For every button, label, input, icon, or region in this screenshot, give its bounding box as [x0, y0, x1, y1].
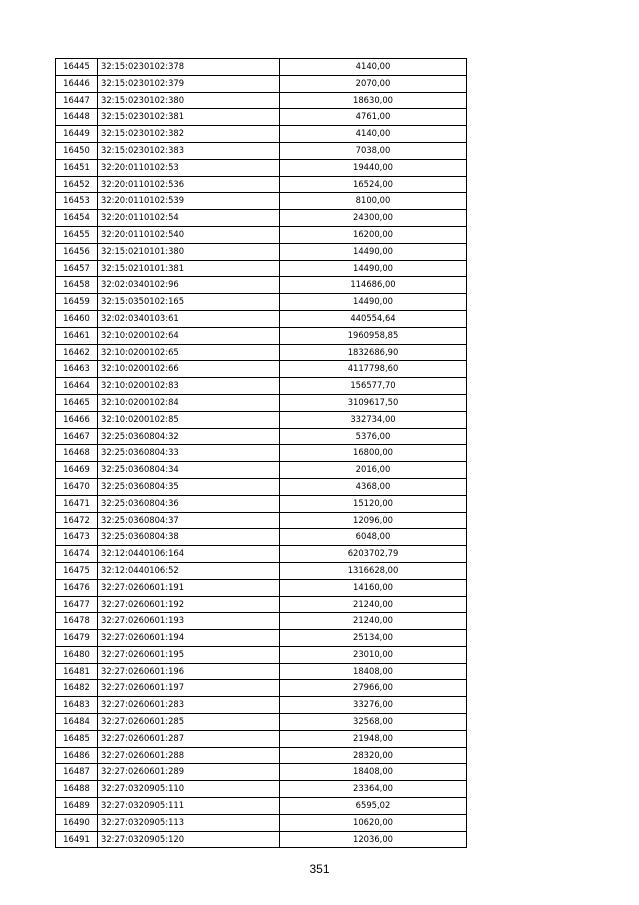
table-row	[56, 109, 467, 126]
cadastral-number-cell: 32:25:0360804:37	[98, 512, 280, 529]
value-cell: 15120,00	[280, 495, 467, 512]
table-row	[56, 277, 467, 294]
cadastral-number-cell: 32:25:0360804:38	[98, 529, 280, 546]
row-number-cell: 16481	[56, 663, 98, 680]
cadastral-number-cell: 32:25:0360804:35	[98, 478, 280, 495]
value-cell: 4140,00	[280, 59, 467, 76]
cadastral-number-cell: 32:27:0260601:197	[98, 680, 280, 697]
cadastral-number-cell: 32:25:0360804:33	[98, 445, 280, 462]
row-number-cell: 16470	[56, 478, 98, 495]
row-number-cell: 16466	[56, 411, 98, 428]
cadastral-number-cell: 32:27:0260601:283	[98, 697, 280, 714]
cadastral-number-cell: 32:10:0200102:84	[98, 394, 280, 411]
value-cell: 18408,00	[280, 764, 467, 781]
value-cell: 16200,00	[280, 226, 467, 243]
value-cell: 12096,00	[280, 512, 467, 529]
row-number-cell: 16483	[56, 697, 98, 714]
row-number-cell: 16488	[56, 781, 98, 798]
row-number-cell: 16486	[56, 747, 98, 764]
value-cell: 1960958,85	[280, 327, 467, 344]
row-number-cell: 16482	[56, 680, 98, 697]
table-row	[56, 210, 467, 227]
value-cell: 33276,00	[280, 697, 467, 714]
row-number-cell: 16467	[56, 428, 98, 445]
table-row	[56, 394, 467, 411]
row-number-cell: 16457	[56, 260, 98, 277]
cadastral-number-cell: 32:27:0320905:111	[98, 798, 280, 815]
row-number-cell: 16464	[56, 378, 98, 395]
row-number-cell: 16461	[56, 327, 98, 344]
value-cell: 4117798,60	[280, 361, 467, 378]
table-row	[56, 75, 467, 92]
table-row	[56, 378, 467, 395]
table-row	[56, 814, 467, 831]
table-row	[56, 495, 467, 512]
cadastral-number-cell: 32:15:0230102:379	[98, 75, 280, 92]
table-row	[56, 512, 467, 529]
row-number-cell: 16473	[56, 529, 98, 546]
table-row	[56, 697, 467, 714]
table-row	[56, 310, 467, 327]
table-row	[56, 579, 467, 596]
table-row	[56, 126, 467, 143]
cadastral-number-cell: 32:15:0230102:382	[98, 126, 280, 143]
value-cell: 12036,00	[280, 831, 467, 848]
table-row	[56, 613, 467, 630]
value-cell: 21240,00	[280, 596, 467, 613]
cadastral-number-cell: 32:15:0230102:380	[98, 92, 280, 109]
table-row	[56, 159, 467, 176]
value-cell: 21240,00	[280, 613, 467, 630]
table-row	[56, 478, 467, 495]
value-cell: 18630,00	[280, 92, 467, 109]
table-row	[56, 226, 467, 243]
cadastral-number-cell: 32:20:0110102:54	[98, 210, 280, 227]
table-row	[56, 663, 467, 680]
value-cell: 14490,00	[280, 243, 467, 260]
table-row	[56, 92, 467, 109]
row-number-cell: 16465	[56, 394, 98, 411]
cadastral-number-cell: 32:25:0360804:36	[98, 495, 280, 512]
row-number-cell: 16459	[56, 294, 98, 311]
value-cell: 18408,00	[280, 663, 467, 680]
cadastral-number-cell: 32:27:0260601:191	[98, 579, 280, 596]
value-cell: 4140,00	[280, 126, 467, 143]
value-cell: 23364,00	[280, 781, 467, 798]
value-cell: 2070,00	[280, 75, 467, 92]
row-number-cell: 16487	[56, 764, 98, 781]
cadastral-number-cell: 32:15:0230102:381	[98, 109, 280, 126]
value-cell: 114686,00	[280, 277, 467, 294]
value-cell: 14490,00	[280, 260, 467, 277]
table-row	[56, 142, 467, 159]
row-number-cell: 16456	[56, 243, 98, 260]
row-number-cell: 16448	[56, 109, 98, 126]
table-row	[56, 445, 467, 462]
row-number-cell: 16474	[56, 546, 98, 563]
row-number-cell: 16480	[56, 646, 98, 663]
value-cell: 28320,00	[280, 747, 467, 764]
value-cell: 23010,00	[280, 646, 467, 663]
value-cell: 21948,00	[280, 730, 467, 747]
row-number-cell: 16484	[56, 714, 98, 731]
cadastral-number-cell: 32:10:0200102:64	[98, 327, 280, 344]
cadastral-number-cell: 32:27:0260601:195	[98, 646, 280, 663]
table-row	[56, 361, 467, 378]
value-cell: 6595,02	[280, 798, 467, 815]
row-number-cell: 16453	[56, 193, 98, 210]
cadastral-number-cell: 32:10:0200102:66	[98, 361, 280, 378]
row-number-cell: 16454	[56, 210, 98, 227]
value-cell: 19440,00	[280, 159, 467, 176]
row-number-cell: 16463	[56, 361, 98, 378]
cadastral-number-cell: 32:12:0440106:164	[98, 546, 280, 563]
table-row	[56, 646, 467, 663]
value-cell: 10620,00	[280, 814, 467, 831]
cadastral-number-cell: 32:27:0260601:192	[98, 596, 280, 613]
row-number-cell: 16450	[56, 142, 98, 159]
row-number-cell: 16491	[56, 831, 98, 848]
value-cell: 4761,00	[280, 109, 467, 126]
cadastral-number-cell: 32:15:0210101:380	[98, 243, 280, 260]
row-number-cell: 16479	[56, 630, 98, 647]
table-row	[56, 596, 467, 613]
cadastral-number-cell: 32:12:0440106:52	[98, 562, 280, 579]
cadastral-number-cell: 32:15:0230102:383	[98, 142, 280, 159]
table-row	[56, 344, 467, 361]
cadastral-number-cell: 32:27:0260601:193	[98, 613, 280, 630]
table-row	[56, 428, 467, 445]
table-row	[56, 714, 467, 731]
cadastral-number-cell: 32:20:0110102:53	[98, 159, 280, 176]
table-row	[56, 730, 467, 747]
cadastral-number-cell: 32:27:0320905:113	[98, 814, 280, 831]
value-cell: 14160,00	[280, 579, 467, 596]
row-number-cell: 16469	[56, 462, 98, 479]
value-cell: 6203702,79	[280, 546, 467, 563]
value-cell: 32568,00	[280, 714, 467, 731]
cadastral-number-cell: 32:20:0110102:540	[98, 226, 280, 243]
cadastral-number-cell: 32:27:0320905:120	[98, 831, 280, 848]
value-cell: 156577,70	[280, 378, 467, 395]
cadastral-number-cell: 32:27:0260601:289	[98, 764, 280, 781]
data-table	[55, 58, 467, 848]
row-number-cell: 16475	[56, 562, 98, 579]
row-number-cell: 16476	[56, 579, 98, 596]
row-number-cell: 16478	[56, 613, 98, 630]
value-cell: 440554,64	[280, 310, 467, 327]
cadastral-number-cell: 32:15:0230102:378	[98, 59, 280, 76]
table-row	[56, 680, 467, 697]
cadastral-number-cell: 32:02:0340103:61	[98, 310, 280, 327]
table-row	[56, 747, 467, 764]
table-row	[56, 764, 467, 781]
row-number-cell: 16452	[56, 176, 98, 193]
cadastral-number-cell: 32:10:0200102:83	[98, 378, 280, 395]
table-row	[56, 59, 467, 76]
table-row	[56, 798, 467, 815]
cadastral-number-cell: 32:27:0260601:196	[98, 663, 280, 680]
value-cell: 4368,00	[280, 478, 467, 495]
table-body	[56, 59, 467, 848]
value-cell: 14490,00	[280, 294, 467, 311]
row-number-cell: 16471	[56, 495, 98, 512]
value-cell: 16524,00	[280, 176, 467, 193]
cadastral-number-cell: 32:02:0340102:96	[98, 277, 280, 294]
row-number-cell: 16455	[56, 226, 98, 243]
row-number-cell: 16449	[56, 126, 98, 143]
cadastral-number-cell: 32:27:0320905:110	[98, 781, 280, 798]
table-row	[56, 546, 467, 563]
value-cell: 27966,00	[280, 680, 467, 697]
cadastral-number-cell: 32:27:0260601:285	[98, 714, 280, 731]
value-cell: 1832686,90	[280, 344, 467, 361]
table-row	[56, 781, 467, 798]
table-row	[56, 294, 467, 311]
value-cell: 25134,00	[280, 630, 467, 647]
value-cell: 16800,00	[280, 445, 467, 462]
table-row	[56, 411, 467, 428]
row-number-cell: 16460	[56, 310, 98, 327]
row-number-cell: 16490	[56, 814, 98, 831]
row-number-cell: 16472	[56, 512, 98, 529]
table-row	[56, 831, 467, 848]
cadastral-number-cell: 32:25:0360804:34	[98, 462, 280, 479]
value-cell: 5376,00	[280, 428, 467, 445]
cadastral-number-cell: 32:15:0350102:165	[98, 294, 280, 311]
table-row	[56, 260, 467, 277]
row-number-cell: 16445	[56, 59, 98, 76]
value-cell: 6048,00	[280, 529, 467, 546]
row-number-cell: 16468	[56, 445, 98, 462]
table-row	[56, 462, 467, 479]
table-row	[56, 176, 467, 193]
value-cell: 7038,00	[280, 142, 467, 159]
cadastral-number-cell: 32:15:0210101:381	[98, 260, 280, 277]
table-row	[56, 529, 467, 546]
cadastral-number-cell: 32:25:0360804:32	[98, 428, 280, 445]
row-number-cell: 16489	[56, 798, 98, 815]
value-cell: 332734,00	[280, 411, 467, 428]
row-number-cell: 16451	[56, 159, 98, 176]
cadastral-number-cell: 32:27:0260601:288	[98, 747, 280, 764]
row-number-cell: 16458	[56, 277, 98, 294]
page-number: 351	[309, 862, 330, 876]
cadastral-number-cell: 32:27:0260601:194	[98, 630, 280, 647]
value-cell: 2016,00	[280, 462, 467, 479]
value-cell: 8100,00	[280, 193, 467, 210]
cadastral-number-cell: 32:10:0200102:85	[98, 411, 280, 428]
value-cell: 1316628,00	[280, 562, 467, 579]
table-row	[56, 562, 467, 579]
table-row	[56, 243, 467, 260]
cadastral-number-cell: 32:20:0110102:536	[98, 176, 280, 193]
row-number-cell: 16485	[56, 730, 98, 747]
table-row	[56, 193, 467, 210]
row-number-cell: 16462	[56, 344, 98, 361]
cadastral-number-cell: 32:20:0110102:539	[98, 193, 280, 210]
table-row	[56, 630, 467, 647]
value-cell: 24300,00	[280, 210, 467, 227]
row-number-cell: 16447	[56, 92, 98, 109]
row-number-cell: 16446	[56, 75, 98, 92]
cadastral-number-cell: 32:10:0200102:65	[98, 344, 280, 361]
table-row	[56, 327, 467, 344]
value-cell: 3109617,50	[280, 394, 467, 411]
cadastral-number-cell: 32:27:0260601:287	[98, 730, 280, 747]
row-number-cell: 16477	[56, 596, 98, 613]
